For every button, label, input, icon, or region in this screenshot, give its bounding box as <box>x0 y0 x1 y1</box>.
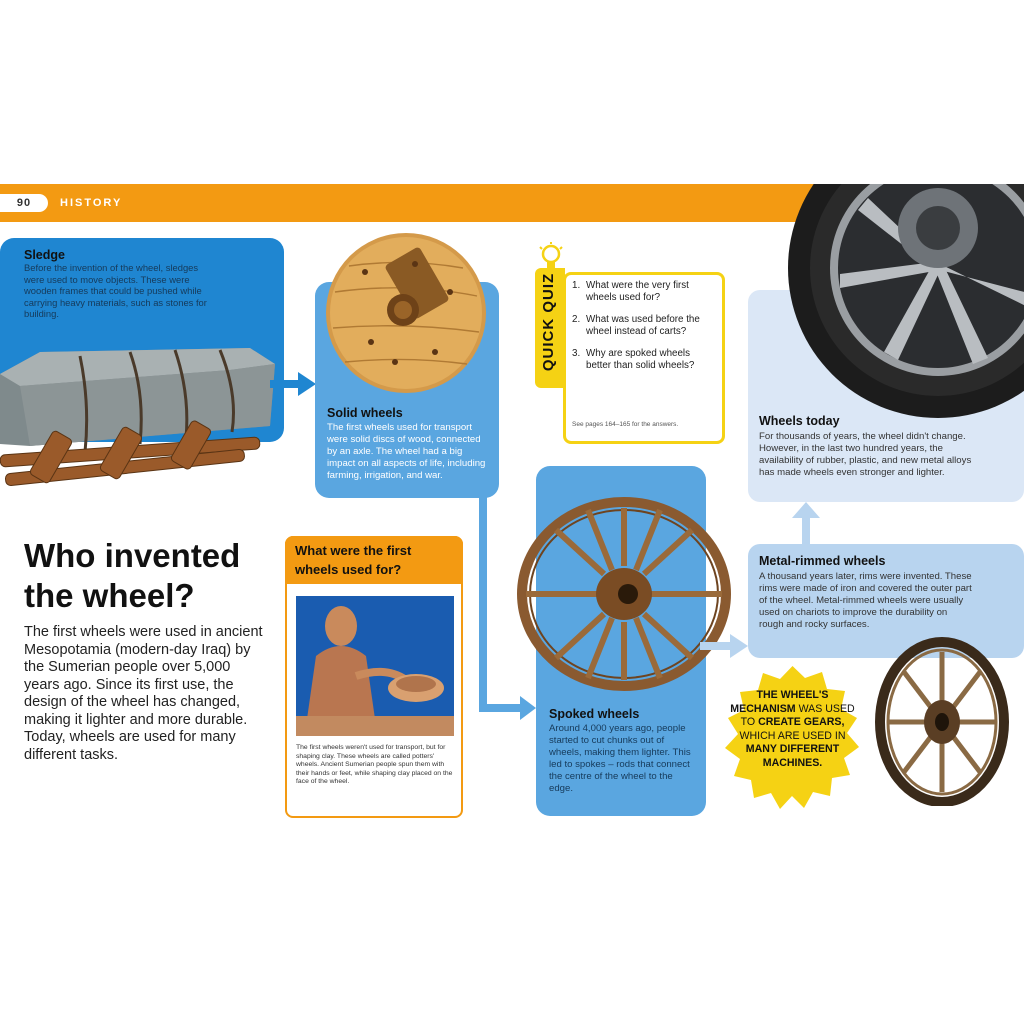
metal-wheel-image <box>874 636 1014 806</box>
spoked-description: Around 4,000 years ago, people started to cut chunks out of wheels, making them lighter. This led to spokes – rods that connect the centre of the wheel to the edge. <box>549 723 691 794</box>
metal-text-block <box>759 554 974 631</box>
page-title: Who invented the wheel? <box>24 537 241 614</box>
solid-text-block <box>327 406 492 482</box>
badge-text: THE WHEEL'S MECHANISM WAS USED TO CREATE GEARS, WHICH ARE USED IN MANY DIFFERENT MACHINES. <box>730 689 855 769</box>
sledge-title: Sledge <box>24 248 65 262</box>
quiz-question: 2. What was used before the wheel instead of carts? <box>572 314 700 337</box>
modern-tyre-image <box>748 184 1024 422</box>
intro-text: The first wheels were used in ancient Mesopotamia (modern-day Iraq) by the Sumerian people over 5,000 years ago. Since its first use, the design of the wheel has changed, making it lighter and more durable. Today, wheels are used for many different tasks. <box>24 624 263 763</box>
book-spread <box>0 184 1024 836</box>
arrow-icon <box>270 370 318 398</box>
spoked-wheel-image <box>512 494 732 694</box>
today-text-block <box>759 414 974 479</box>
quiz-question: 3. Why are spoked wheels better than solid wheels? <box>572 348 695 371</box>
spoked-title: Spoked wheels <box>549 707 640 721</box>
quiz-label: QUICK QUIZ <box>540 272 557 372</box>
quiz-question: 1. What were the very first wheels used for? <box>572 280 689 303</box>
metal-description: A thousand years later, rims were invented. These rims were made of iron and covered the outer part of the wheel. Metal-rimmed wheels were usually used on chariots to improve the durability on rough and rocky surfaces. <box>759 571 972 630</box>
sledge-image <box>0 334 285 504</box>
solid-description: The first wheels used for transport were solid discs of wood, connected by an axle. The wheel had a big impact on all aspects of life, including farming, irrigation, and war. <box>327 422 486 481</box>
potters-wheel-title: What were the first wheels used for? <box>295 543 412 577</box>
quiz-questions <box>572 280 712 382</box>
potter-statue-image <box>296 596 454 736</box>
page-number: 90 <box>0 194 48 212</box>
sledge-text-block <box>24 248 214 320</box>
lightbulb-icon <box>538 242 564 274</box>
arrow-icon <box>700 632 750 660</box>
today-description: For thousands of years, the wheel didn't change. However, in the last two hundred years, the availability of rubber, plastic, and new metal alloys has made wheels even stronger and lighter. <box>759 431 972 478</box>
today-title: Wheels today <box>759 414 840 428</box>
sledge-description: Before the invention of the wheel, sledges were used to move objects. These were wooden frames that could be pushed while carrying heavy materials, such as stones for building. <box>24 262 207 319</box>
solid-title: Solid wheels <box>327 406 403 420</box>
spoked-text-block <box>549 707 699 795</box>
section-title: HISTORY <box>60 197 123 209</box>
potters-wheel-caption: The first wheels weren't used for transport, but for shaping clay. These wheels are called potters' wheels. Ancient Sumerian people spun them with their hands or feet, while shaping clay placed on the face of the wheel. <box>296 744 453 786</box>
quiz-note: See pages 164–165 for the answers. <box>572 421 679 428</box>
metal-title: Metal-rimmed wheels <box>759 554 886 568</box>
solid-wheel-image <box>325 232 487 394</box>
